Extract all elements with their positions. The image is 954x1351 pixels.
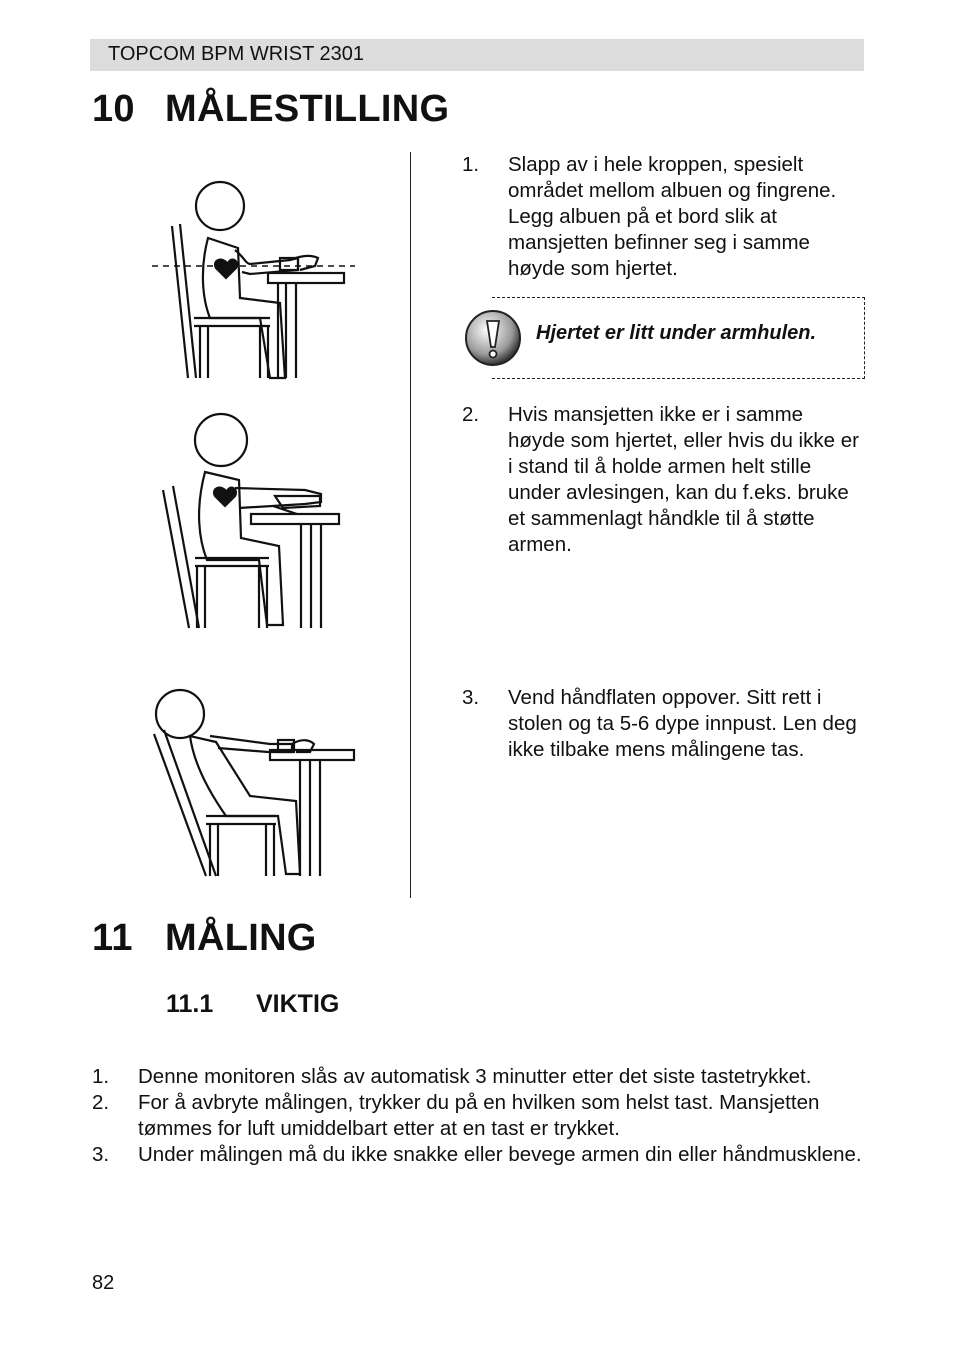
- list-item-number: 2.: [92, 1091, 110, 1114]
- subsection-title: VIKTIG: [256, 990, 340, 1018]
- section-10-heading: [92, 88, 449, 131]
- column-divider: [410, 152, 411, 898]
- posture-figure-1: [150, 178, 360, 383]
- subsection-number: 11.1: [166, 990, 214, 1018]
- header-bar: [90, 39, 864, 71]
- important-list: [92, 1064, 872, 1168]
- step-1-number: 1.: [462, 153, 480, 176]
- list-item: [92, 1064, 872, 1090]
- list-item-number: 3.: [92, 1143, 110, 1166]
- list-item: [92, 1090, 872, 1142]
- step-3-text: Vend håndflaten oppover. Sitt rett i stolen og ta 5-6 dype innpust. Len deg ikke tilbake mens målingene tas.: [508, 686, 857, 761]
- list-item: [92, 1142, 872, 1168]
- page-number: 82: [92, 1272, 115, 1294]
- exclamation-icon: [464, 309, 522, 367]
- posture-figure-2: [155, 410, 345, 635]
- section-11-title: MÅLING: [165, 917, 317, 959]
- list-item-number: 1.: [92, 1065, 110, 1088]
- posture-figure-3: [150, 686, 362, 881]
- section-10-title: MÅLESTILLING: [165, 88, 450, 130]
- step-2: [462, 402, 862, 558]
- step-2-number: 2.: [462, 403, 480, 426]
- list-item-text: Denne monitoren slås av automatisk 3 minutter etter det siste tastetrykket.: [138, 1065, 812, 1088]
- step-1: [462, 152, 862, 282]
- step-3: [462, 685, 862, 763]
- note-text: Hjertet er litt under armhulen.: [536, 322, 817, 344]
- step-3-number: 3.: [462, 686, 480, 709]
- section-11-heading: [92, 917, 317, 960]
- product-name: TOPCOM BPM WRIST 2301: [108, 43, 364, 65]
- subsection-heading: [166, 990, 339, 1019]
- step-2-text: Hvis mansjetten ikke er i samme høyde som hjertet, eller hvis du ikke er i stand til å holde armen helt stille under avlesingen, kan du f.eks. bruke et sammenlagt håndkle til å støtte armen.: [508, 403, 859, 556]
- section-11-number: 11: [92, 917, 133, 959]
- list-item-text: Under målingen må du ikke snakke eller bevege armen din eller håndmusklene.: [138, 1143, 862, 1166]
- step-1-text: Slapp av i hele kroppen, spesielt området mellom albuen og fingrene. Legg albuen på et bord slik at mansjetten befinner seg i samme høyde som hjertet.: [508, 153, 837, 280]
- list-item-text: For å avbryte målingen, trykker du på en hvilken som helst tast. Mansjetten tømmes for luft umiddelbart etter at en tast er trykket.: [138, 1091, 820, 1140]
- section-10-number: 10: [92, 88, 135, 130]
